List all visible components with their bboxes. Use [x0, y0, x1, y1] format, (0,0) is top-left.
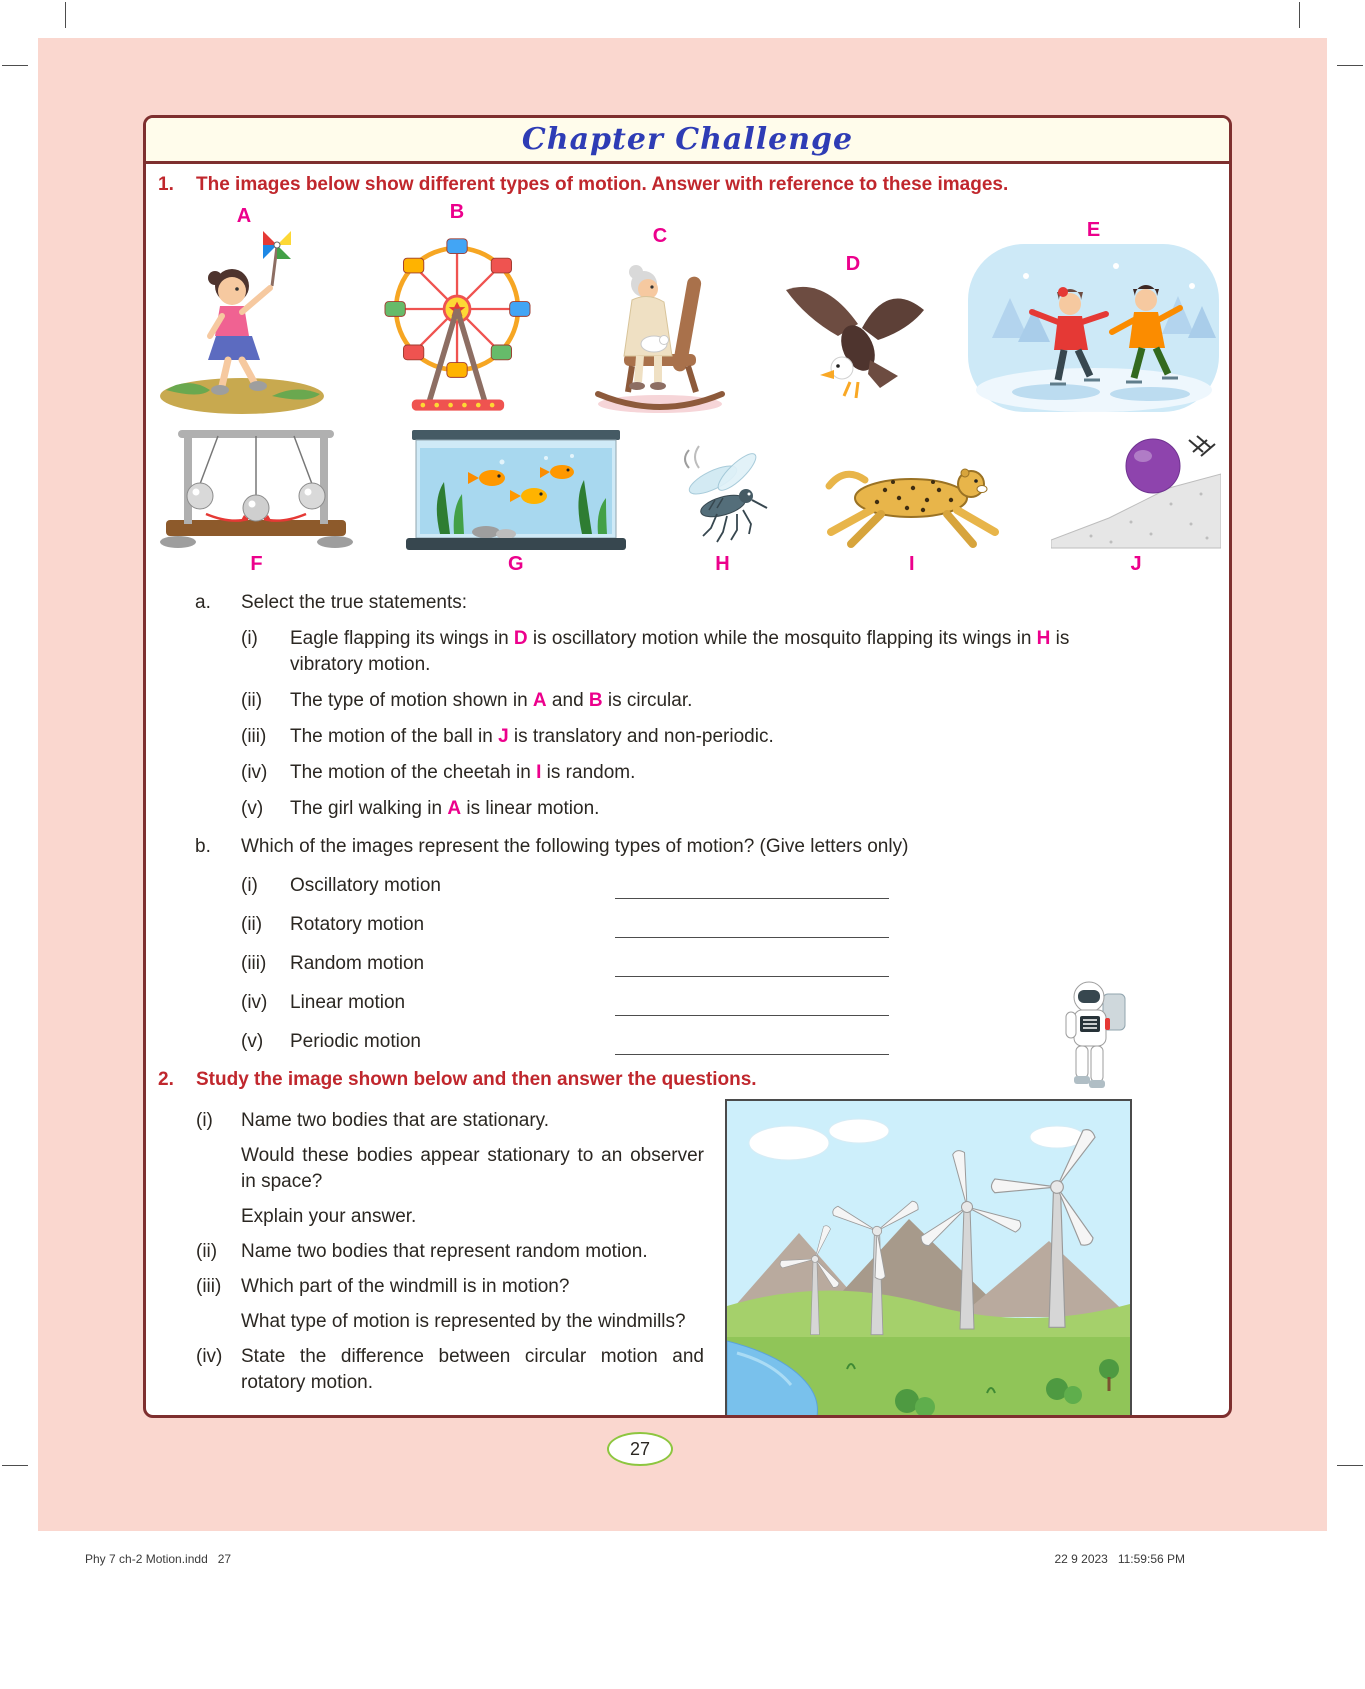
motion-type-label: Rotatory motion [290, 914, 425, 935]
item-text: What type of motion is represented by the windmills? [241, 1311, 686, 1332]
statement-text: The motion of the cheetah in I is random. [290, 762, 636, 783]
answer-row-rotatory [146, 912, 1229, 938]
image-cheetah [819, 456, 1004, 576]
cheetah-illustration [819, 456, 1004, 552]
image-pendulum [154, 424, 359, 576]
motion-type-label: Random motion [290, 953, 425, 974]
statement-text: The motion of the ball in J is translatory and non-periodic. [290, 726, 774, 747]
mosquito-illustration [673, 440, 773, 552]
question-number: 1. [158, 174, 174, 195]
image-ferris-wheel [370, 200, 545, 418]
statement-number: (i) [241, 628, 258, 649]
grandma-rocking-chair-illustration [580, 248, 740, 418]
item-text: Which part of the windmill is in motion? [241, 1276, 570, 1297]
statement-text: The type of motion shown in A and B is circular. [290, 690, 693, 711]
images-row-bottom [146, 424, 1229, 576]
crop-mark [1337, 1465, 1363, 1466]
item-text: Explain your answer. [241, 1206, 417, 1227]
question-2-body [146, 1099, 1229, 1418]
image-aquarium [406, 430, 626, 576]
statement-number: (iv) [241, 762, 268, 783]
image-windmills-landscape [725, 1099, 1132, 1418]
question-text: The images below show different types of motion. Answer with reference to these images. [196, 174, 1009, 195]
image-label-f: F [250, 553, 263, 575]
girl-with-pinwheel-illustration [154, 228, 334, 418]
image-label-c: C [652, 225, 668, 247]
image-label-a: A [236, 205, 252, 227]
statement-number: (v) [241, 798, 264, 819]
image-label-g: G [507, 553, 524, 575]
image-label-i: I [908, 553, 915, 575]
motion-type-label: Oscillatory motion [290, 875, 441, 896]
image-label-j: J [1130, 553, 1142, 575]
page-number-badge [607, 1432, 673, 1466]
chapter-challenge-header [146, 118, 1229, 164]
row-number: (iii) [241, 953, 267, 974]
images-row-top [146, 200, 1229, 418]
image-girl-with-pinwheel [154, 204, 334, 418]
statement-number: (ii) [241, 690, 263, 711]
chapter-challenge-box [143, 115, 1232, 1418]
ice-skaters-illustration [966, 242, 1221, 418]
statement-iii [146, 724, 1229, 750]
aquarium-illustration [406, 430, 626, 552]
part-a-label: a. [195, 592, 211, 613]
image-eagle-flying [776, 252, 931, 418]
answer-row-random [146, 951, 1229, 977]
question-2-items [196, 1099, 716, 1418]
item-number: (i) [196, 1110, 213, 1131]
image-grandma-rocking-chair [580, 224, 740, 418]
q2-item-iii [196, 1274, 716, 1335]
image-ball-on-slope [1051, 430, 1221, 576]
item-text: Would these bodies appear stationary to an observer in space? [241, 1145, 704, 1192]
row-number: (iv) [241, 992, 268, 1013]
image-mosquito [673, 440, 773, 576]
crop-mark [1337, 65, 1363, 66]
statement-v [146, 796, 1229, 822]
statement-text: The girl walking in A is linear motion. [290, 798, 600, 819]
row-number: (v) [241, 1031, 264, 1052]
statement-number: (iii) [241, 726, 267, 747]
image-label-h: H [715, 553, 730, 575]
motion-type-label: Periodic motion [290, 1031, 421, 1052]
part-a-text: Select the true statements: [241, 592, 468, 613]
image-label-b: B [449, 201, 465, 223]
crop-mark [65, 2, 66, 28]
statement-text: Eagle flapping its wings in D is oscillatory motion while the mosquito flapping its wings in H is vibratory motion. [290, 628, 1070, 675]
footer-timestamp: 22 9 2023 11:59:56 PM [1054, 1552, 1185, 1566]
item-number: (iii) [196, 1276, 222, 1297]
q2-item-i [196, 1108, 716, 1230]
motion-type-label: Linear motion [290, 992, 406, 1013]
part-a-heading [146, 590, 1229, 616]
row-number: (ii) [241, 914, 263, 935]
ball-on-slope-illustration [1051, 430, 1221, 552]
eagle-illustration [776, 276, 931, 418]
crop-mark [2, 1465, 28, 1466]
answer-line [615, 994, 889, 1016]
answer-line [615, 1033, 889, 1055]
item-text: State the difference between circular motion and rotatory motion. [241, 1346, 704, 1393]
crop-mark [2, 65, 28, 66]
answer-line [615, 877, 889, 899]
statement-i [146, 626, 1229, 678]
question-text: Study the image shown below and then answer the questions. [196, 1069, 757, 1090]
question-1-heading [146, 172, 1229, 198]
item-text: Name two bodies that are stationary. [241, 1110, 550, 1131]
statement-ii [146, 688, 1229, 714]
answer-line [615, 916, 889, 938]
q2-item-iv [196, 1344, 716, 1396]
part-b-heading [146, 834, 1229, 860]
statement-iv [146, 760, 1229, 786]
part-b-text: Which of the images represent the following types of motion? (Give letters only) [241, 836, 909, 857]
astronaut-illustration [1061, 978, 1133, 1098]
part-b-label: b. [195, 836, 211, 857]
crop-mark [1299, 2, 1300, 28]
q2-item-ii [196, 1239, 716, 1265]
page-title: Chapter Challenge [521, 122, 854, 157]
question-number: 2. [158, 1069, 174, 1090]
image-label-e: E [1086, 219, 1101, 241]
footer-filename: Phy 7 ch-2 Motion.indd 27 [85, 1552, 232, 1566]
answer-line [615, 955, 889, 977]
item-number: (ii) [196, 1241, 218, 1262]
image-ice-skaters [966, 218, 1221, 418]
answer-row-oscillatory [146, 873, 1229, 899]
page-number: 27 [629, 1438, 651, 1459]
item-number: (iv) [196, 1346, 223, 1367]
item-text: Name two bodies that represent random motion. [241, 1241, 648, 1262]
pendulum-illustration [154, 424, 359, 552]
image-label-d: D [845, 253, 861, 275]
row-number: (i) [241, 875, 258, 896]
ferris-wheel-illustration [370, 224, 545, 418]
